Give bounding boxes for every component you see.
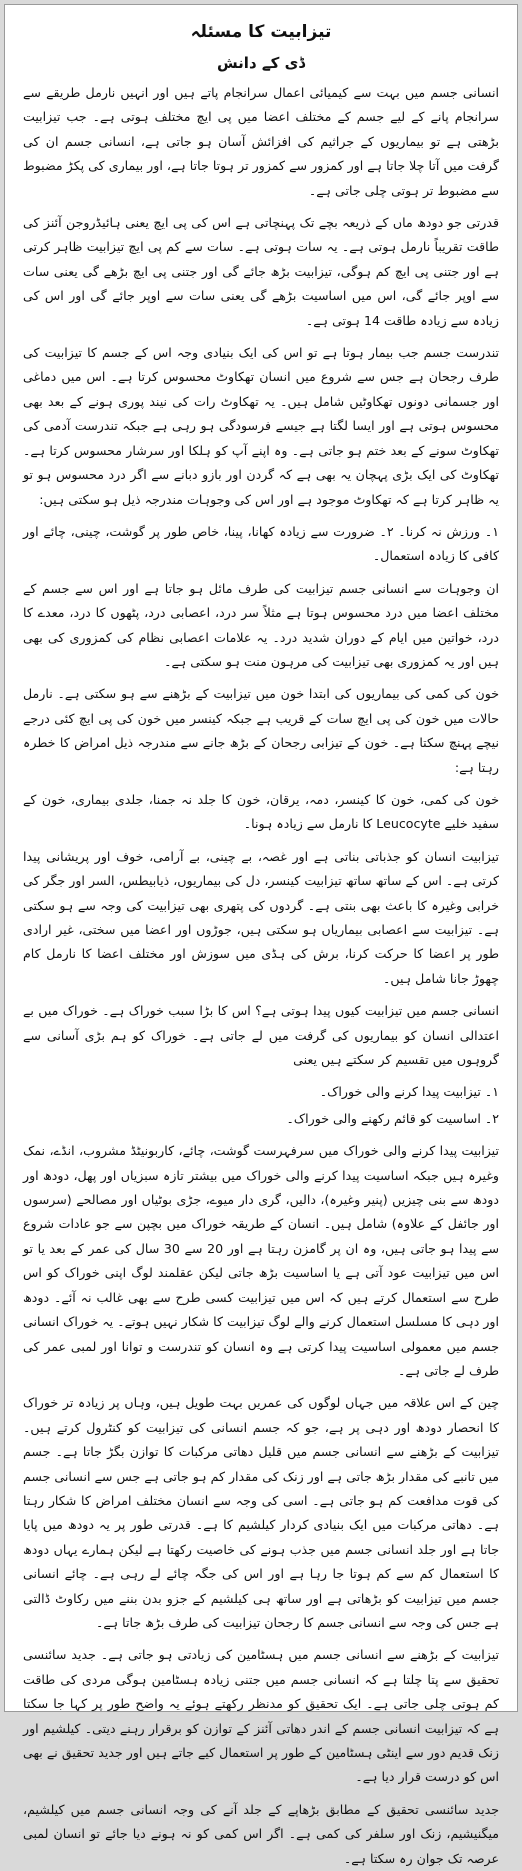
paragraph: قدرتی جو دودھ ماں کے ذریعہ بچے تک پہنچاتی ہے اس کی پی ایچ یعنی ہائیڈروجن آئنز کی طاقت تقریباً نارمل ہوتی ہے۔ یہ سات ہوتی ہے۔ سات سے کم پی ایچ تیزابیت ظاہر کرتی ہے اور جتنی پی ایچ کم ہوگی، تیزابیت بڑھ جائے گی اور جتنی پی ایچ بڑھے گی یعنی سات سے اوپر جائے گی، اس میں اساسیت بڑھے گی یعنی سات سے اوپر جائے گی اور اس کی زیادہ سے زیادہ طاقت 14 ہوتی ہے۔	[23, 215, 499, 328]
paragraph: تیزابیت کے بڑھنے سے انسانی جسم میں ہسٹامین کی زیادتی ہو جاتی ہے۔ جدید سائنسی تحقیق سے پتا چلتا ہے کہ انسانی جسم میں جتنی زیادہ ہسٹامین ہوگی مردی کی طاقت کم ہوتی چلی جاتی ہے۔ ایک تحقیق کو مدنظر رکھتے ہوئے یہ واضح طور پر کہا جا سکتا ہے کہ تیزابیت انسانی جسم کے اندر دھاتی آئنز کے توازن کو برقرار رہنے دیتی۔ کیلشیم اور زنک قدیم دور سے اینٹی ہسٹامین کے طور پر استعمال کیے جاتے ہیں اور جدید تحقیق نے بھی اس کو درست قرار دیا ہے۔	[23, 1647, 499, 1785]
article-body	[5, 73, 517, 1871]
paragraph: انسانی جسم میں تیزابیت کیوں پیدا ہوتی ہے؟ اس کا بڑا سبب خوراک ہے۔ خوراک میں بے اعتدالی انسان کو بیماریوں کی گرفت میں لے جاتی ہے۔ خوراک کو ہم بڑی آسانی سے گروہوں میں تقسیم کر سکتے ہیں یعنی	[23, 1003, 499, 1068]
list-item: ۱۔ تیزابیت پیدا کرنے والی خوراک۔	[319, 1084, 499, 1100]
paragraph: انسانی جسم میں بہت سے کیمیائی اعمال سرانجام پاتے ہیں اور انہیں نارمل طریقے سے سرانجام پانے کے لیے جسم کے مختلف اعضا میں پی ایچ مختلف ہوتی ہے۔ جب تیزابیت بڑھتی ہے تو بیماریوں کے جراثیم کی افزائش آسان ہو جاتی ہے، انسانی جسم ان کی گرفت میں آتا چلا جاتا ہے اور کمزور سے کمزور تر ہوتا جاتا ہے، اور بیماری کی پکڑ مضبوط سے مضبوط تر ہوتی چلی جاتی ہے۔	[23, 85, 499, 198]
article-author: ڈی کے دانش	[216, 54, 306, 72]
paragraph: تیزابیت انسان کو جذباتی بناتی ہے اور غصہ، بے چینی، بے آرامی، خوف اور پریشانی پیدا کرتی ہے۔ اس کے ساتھ ساتھ تیزابیت کینسر، دل کی بیماریوں، ذیابیطس، السر اور جگر کی خرابی وغیرہ کا باعث بھی بنتی ہے۔ گردوں کی پتھری بھی تیزابیت کی وجہ سے ہو سکتی ہے۔ تیزابیت سے اعصابی بیماریاں ہو سکتی ہیں، جوڑوں اور اعضا میں سختی، غیر ارادی طور پر اعضا کا حرکت کرنا، برش کی ہڈی میں سوزش اور مختلف اعضا کا نارمل کام چھوڑ جانا شامل ہیں۔	[23, 848, 499, 986]
paragraph: چین کے اس علاقہ میں جہاں لوگوں کی عمریں بہت طویل ہیں، وہاں پر زیادہ تر خوراک کا انحصار دودھ اور دہی پر ہے، جو کہ جسم انسانی کی تیزابیت کو کنٹرول کرتے ہیں۔ تیزابیت کے بڑھنے سے انسانی جسم میں قلیل دھاتی مرکبات کا توازن بگڑ جاتا ہے۔ جسم میں تانبے کی مقدار بڑھ جاتی ہے اور زنک کی مقدار کم ہو جاتی ہے جس سے انسانی جسم کی قوت مدافعت کم ہو جاتی ہے۔ اسی کی وجہ سے انسان مختلف امراض کا شکار رہتا ہے۔ دھاتی مرکبات میں ایک بنیادی کردار کیلشیم کا ہے۔ قدرتی طور پر یہ دودھ میں پایا جاتا ہے اور جلد انسانی جسم میں جذب ہونے کی خاصیت رکھتا ہے لیکن ہمارے یہاں دودھ کا استعمال کم سے کم ہوتا جا رہا ہے اور اس کی جگہ چائے لے رہی ہے۔ چائے انسانی جسم میں تیزابیت کو بڑھاتی ہے اور ساتھ ہی کیلشیم کے جزو بدن بننے میں رکاوٹ ڈالتی ہے جس کی وجہ سے انسانی جسم کا رجحان تیزابیت کی طرف بڑھ جاتا ہے۔	[23, 1395, 499, 1630]
paragraph: خون کی کمی کی بیماریوں کی ابتدا خون میں تیزابیت کے بڑھنے سے ہو سکتی ہے۔ نارمل حالات میں خون کی پی ایچ سات کے قریب ہے جبکہ کینسر میں خون کی پی ایچ کئی درجے نیچے پہنچ سکتا ہے۔ خون کے تیزابی رجحان کے بڑھ جانے سے مندرجہ ذیل امراض کا خطرہ رہتا ہے:	[23, 686, 499, 775]
paragraph: ان وجوہات سے انسانی جسم تیزابیت کی طرف مائل ہو جاتا ہے اور اس سے جسم کے مختلف اعضا میں درد محسوس ہوتا ہے مثلاً سر درد، اعصابی درد، پٹھوں کا درد، معدے کا درد، خواتین میں ایام کے دوران شدید درد۔ یہ علامات اعصابی نظام کی کمزوری کی بھی ہیں اور یہ کمزوری بھی تیزابیت کی مرہون منت ہو سکتی ہے۔	[23, 580, 499, 669]
paragraph: جدید سائنسی تحقیق کے مطابق بڑھاپے کے جلد آنے کی وجہ انسانی جسم میں کیلشیم، میگنیشیم، زنک اور سلفر کی کمی ہے۔ اگر اس کمی کو نہ ہونے دیا جائے تو انسان لمبی عرصہ تک جوان رہ سکتا ہے۔	[23, 1801, 499, 1866]
list-item: ۱۔ ورزش نہ کرنا۔ ۲۔ ضرورت سے زیادہ کھانا، پینا، خاص طور پر گوشت، چینی، چائے اور کافی کا زیادہ استعمال۔	[23, 523, 499, 564]
paragraph: تیزابیت پیدا کرنے والی خوراک میں سرفہرست گوشت، چائے، کاربونیٹڈ مشروب، انڈے، نمک وغیرہ ہیں جبکہ اساسیت پیدا کرنے والی خوراک میں بیشتر تازہ سبزیاں اور پھل، دودھ اور دودھ سے بنی چیزیں (پنیر وغیرہ)، دالیں، گری دار میوے، جڑی بوٹیاں اور مصالحے (سرسوں اور جائفل کے علاوہ) شامل ہیں۔ انسان کے طریقہ خوراک میں بچپن سے جو عادات شروع سے پیدا ہو جاتی ہیں، وہ ان پر گامزن رہتا ہے اور 20 سے 30 سال کی عمر کے بعد یا تو اس میں تیزابیت عود آتی ہے یا اساسیت بڑھ جاتی لیکن عقلمند لوگ اپنی خوراک کو اس طرح سے استعمال کرتے ہیں کہ اس میں تیزابیت کسی طرح سے بھی غالب نہ آئے۔ دودھ اور دہی کا مسلسل استعمال کرنے والے لوگ تیزابیت کا شکار نہیں ہوتے۔ یہ خوراک انسانی جسم میں معمولی اساسیت پیدا کرتی ہے وہ انسان کو تندرست و توانا اور لمبی عمر کی طرف لے جاتی ہے۔	[23, 1143, 499, 1378]
article-header	[5, 5, 517, 73]
paragraph: خون کی کمی، خون کا کینسر، دمہ، یرقان، خون کا جلد نہ جمنا، جلدی بیماری، خون کے سفید خلیے Leucocyte کا نارمل سے زیادہ ہونا۔	[23, 791, 499, 832]
newspaper-clipping	[4, 4, 518, 1866]
paragraph: تندرست جسم جب بیمار ہوتا ہے تو اس کی ایک بنیادی وجہ اس کے جسم کا تیزابیت کی طرف رجحان ہے جس سے شروع میں انسان تھکاوٹ محسوس کرتا ہے۔ اس میں دماغی اور جسمانی دونوں تھکاوٹیں شامل ہیں۔ یہ تھکاوٹ رات کی نیند پوری ہونے کے بعد بھی محسوس ہوتی ہے اور ایسا لگتا ہے جیسے فرسودگی ہو رہی ہے جبکہ تندرست آدمی کی تھکاوٹ سونے کے بعد ختم ہو جاتی ہے۔ وہ اپنے آپ کو ہلکا اور سرشار محسوس کرتا ہے۔ تھکاوٹ کی ایک بڑی پہچان یہ بھی ہے کہ گردن اور بازو دبانے سے اگر درد محسوس ہو تو یہ ظاہر کرتا ہے کہ تھکاوٹ موجود ہے اور اس کی وجوہات مندرجہ ذیل ہو سکتی ہیں:	[23, 345, 499, 507]
article-title: تیزابیت کا مسئلہ	[190, 22, 332, 42]
list-item: ۲۔ اساسیت کو قائم رکھنے والی خوراک۔	[286, 1110, 499, 1126]
